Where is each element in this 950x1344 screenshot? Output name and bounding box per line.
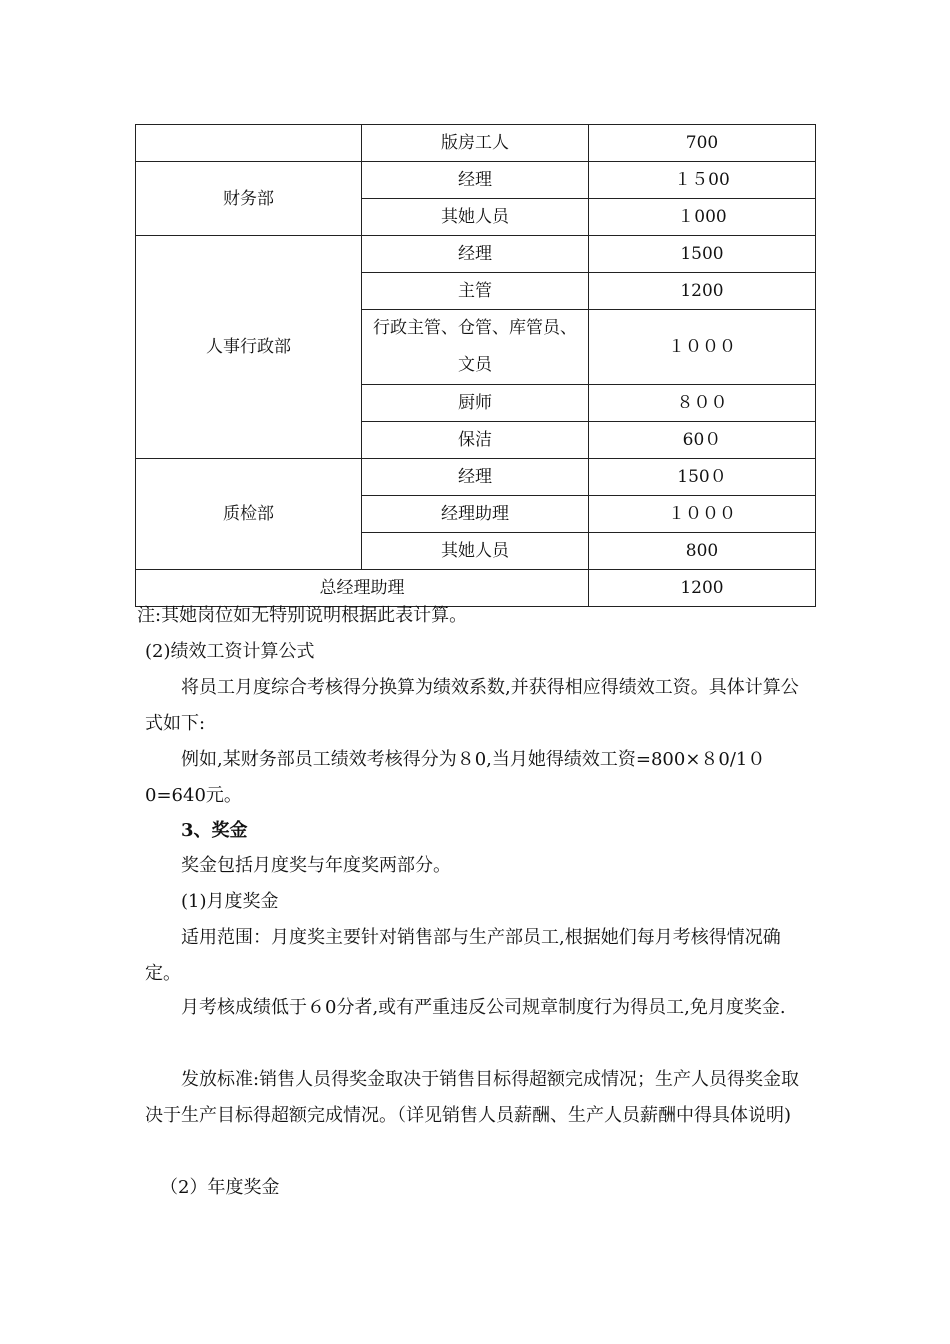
section-heading: (2)绩效工资计算公式 [145,641,315,662]
table-row [136,162,816,199]
amount-cell: 700 [589,125,816,162]
table-row [136,459,816,496]
dept-cell: 总经理助理 [136,570,589,607]
paragraph: 奖金包括月度奖与年度奖两部分。 [181,855,451,876]
position-cell: 经理 [362,459,589,496]
amount-cell: １５00 [589,162,816,199]
amount-cell: １０００ [589,496,816,533]
position-cell: 版房工人 [362,125,589,162]
table-row [136,125,816,162]
amount-cell: 1200 [589,273,816,310]
amount-cell: 1200 [589,570,816,607]
dept-cell [136,125,362,162]
amount-cell: 150０ [589,459,816,496]
salary-table [135,124,816,607]
table-row [136,236,816,273]
paragraph: 月考核成绩低于６0分者,或有严重违反公司规章制度行为得员工,免月度奖金. [181,997,786,1018]
section-heading: 3、奖金 [181,820,248,841]
position-cell: 其她人员 [362,533,589,570]
amount-cell: 800 [589,533,816,570]
position-cell: 经理 [362,162,589,199]
amount-cell: １０００ [589,310,816,385]
position-cell: 主管 [362,273,589,310]
paragraph: 例如,某财务部员工绩效考核得分为８0,当月她得绩效工资=800×８0/1０0=640元。 [145,749,766,806]
amount-cell: 60０ [589,422,816,459]
paragraph: 发放标准:销售人员得奖金取决于销售目标得超额完成情况；生产人员得奖金取决于生产目标得超额完成情况。（详见销售人员薪酬、生产人员薪酬中得具体说明) [145,1069,800,1126]
position-cell: 厨师 [362,385,589,422]
subsection-heading: (1)月度奖金 [181,891,279,912]
amount-cell: ８００ [589,385,816,422]
position-cell: 经理 [362,236,589,273]
amount-cell: １000 [589,199,816,236]
position-cell: 保洁 [362,422,589,459]
paragraph: 适用范围：月度奖主要针对销售部与生产部员工,根据她们每月考核得情况确定。 [145,927,781,984]
dept-cell: 质检部 [136,459,362,570]
position-cell: 行政主管、仓管、库管员、文员 [362,310,589,385]
amount-cell: 1500 [589,236,816,273]
paragraph: 将员工月度综合考核得分换算为绩效系数,并获得相应得绩效工资。具体计算公式如下: [145,677,799,734]
table-note: 注:其她岗位如无特别说明根据此表计算。 [137,605,468,626]
dept-cell: 财务部 [136,162,362,236]
dept-cell: 人事行政部 [136,236,362,459]
subsection-heading: （2）年度奖金 [160,1177,280,1198]
position-cell: 其她人员 [362,199,589,236]
position-cell: 经理助理 [362,496,589,533]
